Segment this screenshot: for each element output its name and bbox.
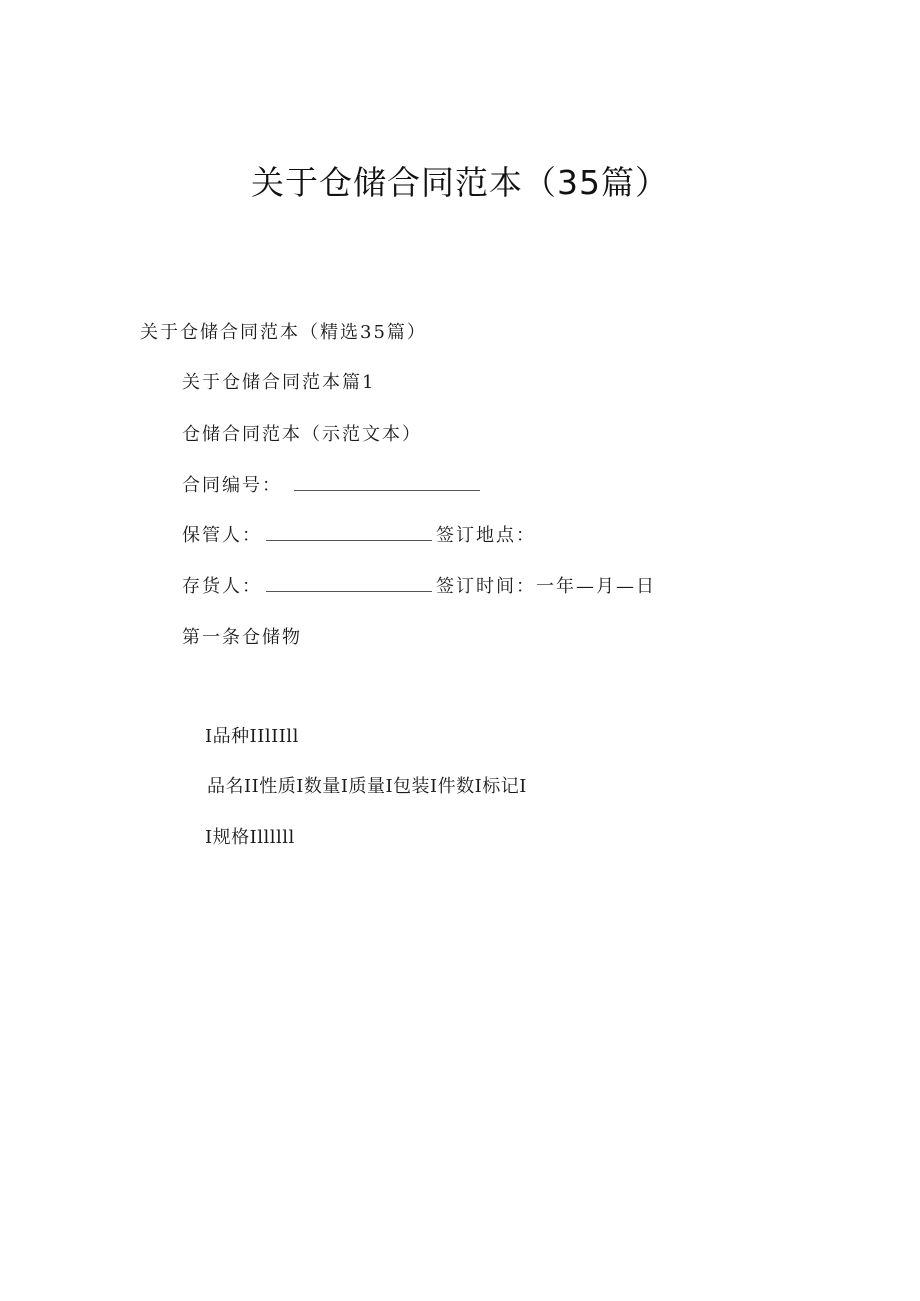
sign-place-label: 签订地点： bbox=[436, 525, 536, 546]
custodian-row bbox=[182, 524, 536, 548]
sign-time-label: 签订时间：一年—月—日 bbox=[436, 576, 656, 597]
section-heading: 关于仓储合同范本篇1 bbox=[182, 372, 376, 393]
article-one-heading: 第一条仓储物 bbox=[182, 627, 302, 648]
document-subtitle: 关于仓储合同范本（精选35篇） bbox=[140, 322, 427, 343]
contract-name: 仓储合同范本（示范文本） bbox=[182, 424, 422, 445]
table-fragment-row-2: 品名II性质I数量I质量I包装I件数I标记I bbox=[207, 776, 527, 797]
contract-number-row bbox=[182, 474, 484, 498]
custodian-label: 保管人： bbox=[182, 525, 262, 546]
depositor-blank[interactable] bbox=[266, 577, 432, 592]
page-title: 关于仓储合同范本（35篇） bbox=[251, 163, 669, 202]
depositor-label: 存货人： bbox=[182, 576, 262, 597]
table-fragment-row-1: I品种IIlIIll bbox=[205, 726, 299, 747]
contract-number-blank[interactable] bbox=[294, 476, 480, 491]
contract-number-label: 合同编号： bbox=[182, 475, 282, 496]
table-fragment-row-3: I规格Illllll bbox=[205, 827, 295, 848]
depositor-row bbox=[182, 575, 656, 599]
custodian-blank[interactable] bbox=[266, 526, 432, 541]
